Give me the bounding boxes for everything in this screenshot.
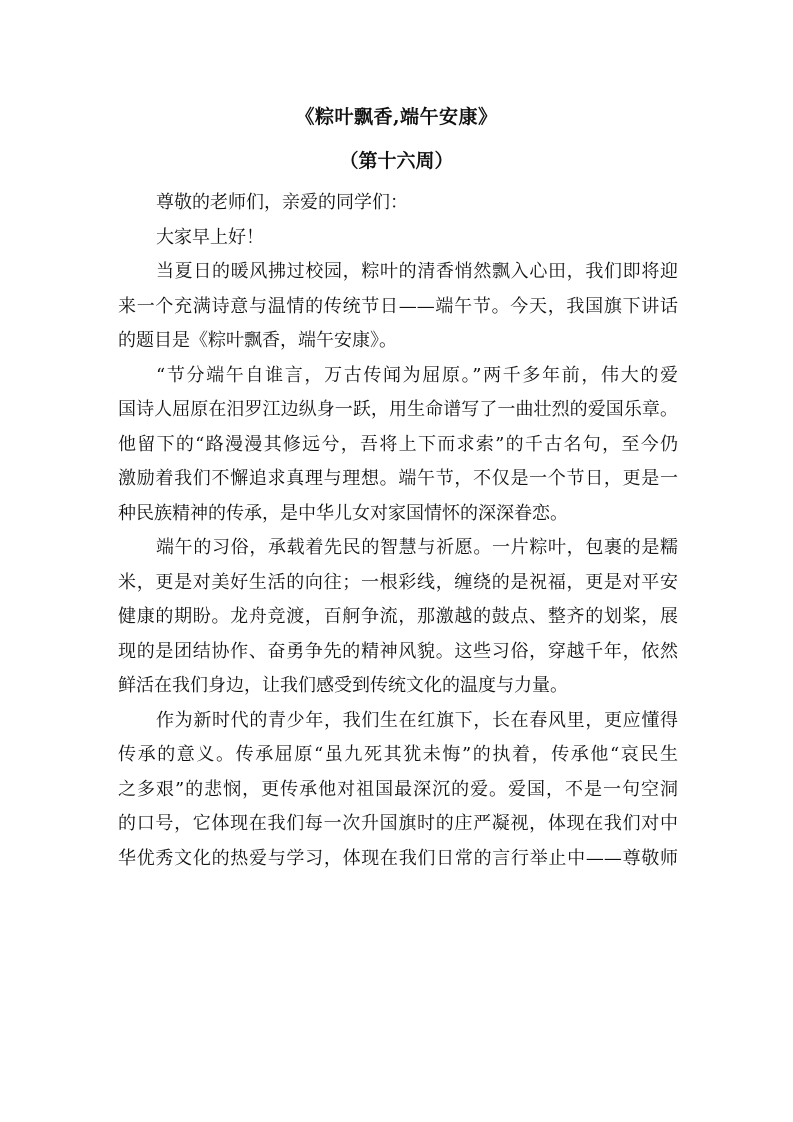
paragraph-line: 之多艰”的悲悯，更传承他对祖国最深沉的爱。爱国，不是一句空洞 — [118, 778, 678, 800]
paragraph-line: 来一个充满诗意与温情的传统节日——端午节。今天，我国旗下讲话 — [118, 295, 678, 317]
paragraph-line: 传承的意义。传承屈原“虽九死其犹未悔”的执着，传承他“哀民生 — [118, 744, 678, 765]
paragraph-line: 鲜活在我们身边，让我们感受到传统文化的温度与力量。 — [118, 675, 568, 696]
greeting-line: 大家早上好！ — [156, 226, 264, 248]
greeting-line: 尊敬的老师们，亲爱的同学们： — [156, 192, 408, 213]
speech-title: 《粽叶飘香,端午安康》 — [295, 106, 498, 128]
paragraph-line: 米，更是对美好生活的向往；一根彩线，缠绕的是祝福，更是对平安 — [118, 571, 678, 593]
paragraph-line: 端午的习俗，承载着先民的智慧与祈愿。一片粽叶，包裹的是糯 — [156, 537, 678, 558]
paragraph-line: 他留下的“路漫漫其修远兮，吾将上下而求索”的千古名句，至今仍 — [118, 433, 678, 455]
paragraph-line: 的题目是《粽叶飘香，端午安康》。 — [118, 330, 397, 351]
paragraph-line: “节分端午自谁言，万古传闻为屈原。”两千多年前，伟大的爱 — [156, 364, 678, 386]
paragraph-line: 当夏日的暖风拂过校园，粽叶的清香悄然飘入心田，我们即将迎 — [156, 261, 678, 282]
paragraph-line: 种民族精神的传承，是中华儿女对家国情怀的深深眷恋。 — [118, 502, 568, 524]
paragraph-line: 国诗人屈原在汨罗江边纵身一跃，用生命谱写了一曲壮烈的爱国乐章。 — [118, 399, 678, 420]
paragraph-line: 的口号，它体现在我们每一次升国旗时的庄严凝视，体现在我们对中 — [118, 813, 678, 834]
paragraph-line: 作为新时代的青少年，我们生在红旗下，长在春风里，更应懂得 — [156, 709, 678, 731]
paragraph-line: 激励着我们不懈追求真理与理想。端午节，不仅是一个节日，更是一 — [118, 468, 678, 489]
paragraph-line: 现的是团结协作、奋勇争先的精神风貌。这些习俗，穿越千年，依然 — [118, 640, 678, 662]
speech-week-label: （第十六周） — [339, 150, 454, 172]
speech-body — [118, 190, 678, 880]
paragraph-line: 华优秀文化的热爱与学习，体现在我们日常的言行举止中——尊敬师 — [118, 847, 678, 869]
paragraph-line: 健康的期盼。龙舟竞渡，百舸争流，那激越的鼓点、整齐的划桨，展 — [118, 606, 678, 627]
